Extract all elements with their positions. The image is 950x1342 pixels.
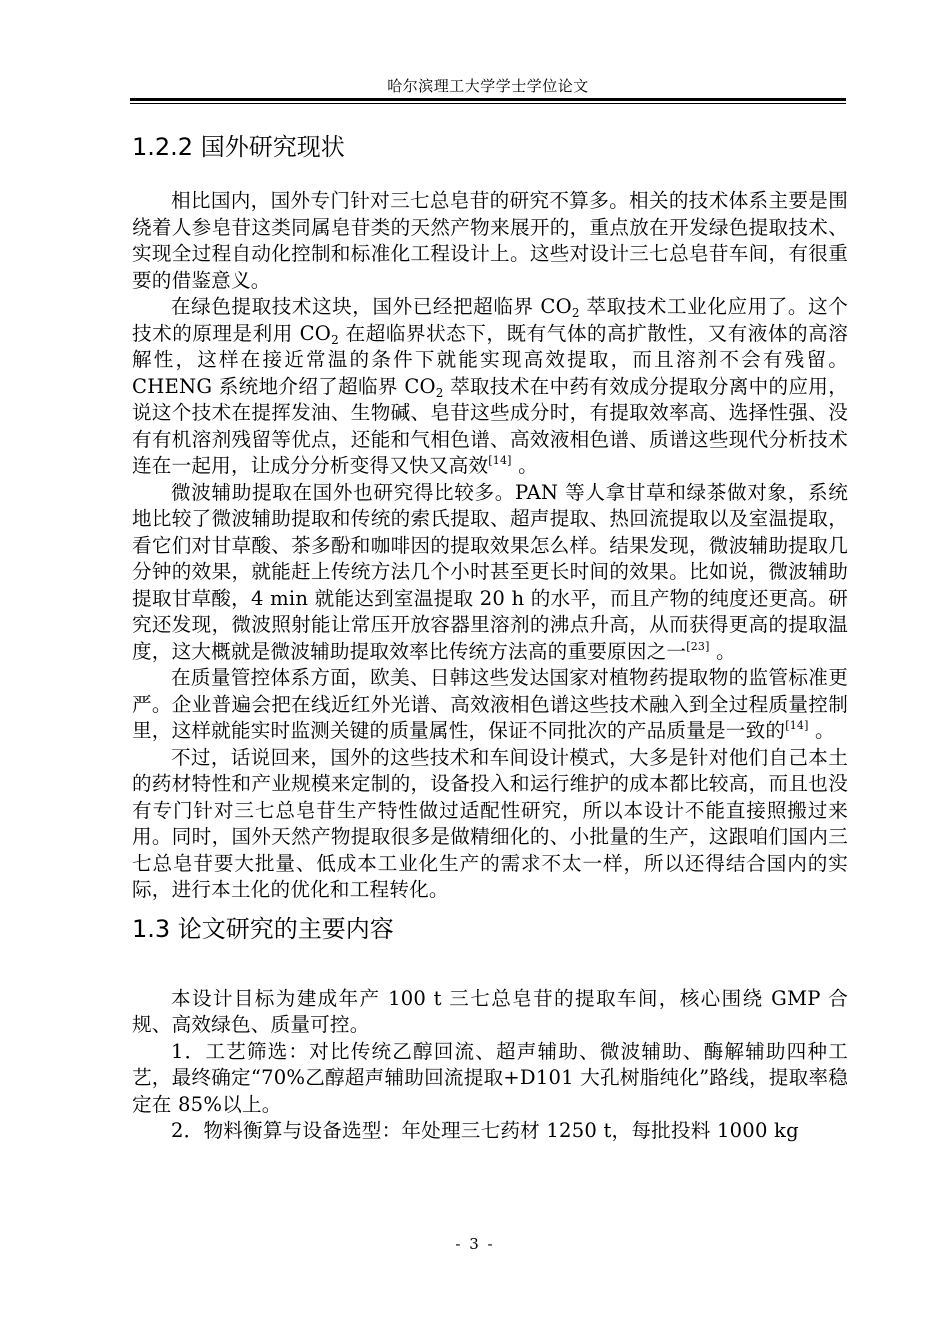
subscript: 2 [571, 306, 580, 320]
text-segment: 在质量管控体系方面，欧美、日韩这些发达国家对植物药提取物的监管标准更严。企业普遍会把在线近红外光谱、高效液相色谱这些技术融入到全过程质量控制里，这样就能实时监测关键的质量属性，保证不同批次的产品质量是一致的 [132, 666, 848, 742]
text-segment: 在超临界状态下，既有气体的高扩散性，又有液体的高溶解性，这样在接近常温的条件下就能实现高效提取，而且溶剂不会有残留。CHENG 系统地介绍了超临界 CO [132, 321, 849, 398]
text-segment: 萃取技术在中药有效成分提取分离中的应用，说这个技术在提挥发油、生物碱、皂苷这些成分时，有提取效率高、选择性强、没有有机溶剂残留等优点，还能和气相色谱、高效液相色谱、质谱这些现代分析技术连在一起用，让成分分析变得又快又高效 [132, 374, 848, 477]
paragraph-localization: 不过，话说回来，国外的这些技术和车间设计模式，大多是针对他们自己本土的药材特性和产业规模来定制的，设备投入和运行维护的成本都比较高，而且也没有专门针对三七总皂苷生产特性做过适配性研究，所以本设计不能直接照搬过来用。同时，国外天然产物提取很多是做精细化的、小批量的生产，这跟咱们国内三七总皂苷要大批量、低成本工业化生产的需求不太一样，所以还得结合国内的实际，进行本土化的优化和工程转化。 [132, 745, 848, 901]
section-heading-1-2-2: 1.2.2 国外研究现状 [132, 133, 345, 161]
text-segment: 。 [511, 454, 538, 477]
text-segment: 萃取技术工业化应用了。这个技术的原理是利用 CO [132, 295, 848, 345]
paragraph-design-goal: 本设计目标为建成年产 100 t 三七总皂苷的提取车间，核心围绕 GMP 合规、高效绿色、质量可控。 [132, 986, 848, 1036]
paragraph-overview: 相比国内，国外专门针对三七总皂苷的研究不算多。相关的技术体系主要是围绕着人参皂苷这类同属皂苷类的天然产物来展开的，重点放在开发绿色提取技术、实现全过程自动化控制和标准化工程设计上。这些对设计三七总皂苷车间，有很重要的借鉴意义。 [132, 189, 848, 292]
text-segment: 微波辅助提取在国外也研究得比较多。PAN 等人拿甘草和绿茶做对象，系统地比较了微波辅助提取和传统的索氏提取、超声提取、热回流提取以及室温提取，看它们对甘草酸、茶多酚和咖啡因的提取效果怎么样。结果发现，微波辅助提取几分钟的效果，就能赶上传统方法几个小时甚至更长时间的效果。比如说，微波辅助提取甘草酸，4 min 就能达到室温提取 20 h 的水平，而且产物的纯度还更高。研究还发现，微波照射能让常压开放容器里溶剂的沸点升高，从而获得更高的提取温度，这大概就是微波辅助提取效率比传统方法高的重要原因之一 [132, 480, 848, 663]
citation-ref: [14] [488, 454, 512, 467]
running-header: 哈尔滨理工大学学士学位论文 [387, 77, 589, 95]
text-segment: 。 [709, 639, 736, 663]
header-rule-thin [130, 103, 846, 104]
citation-ref: [14] [785, 719, 809, 732]
citation-ref: [23] [686, 639, 710, 653]
text-segment: 。 [808, 719, 835, 742]
page-number: - 3 - [455, 1235, 495, 1253]
paragraph-process-selection: 1．工艺筛选：对比传统乙醇回流、超声辅助、微波辅助、酶解辅助四种工艺，最终确定“70%乙醇超声辅助回流提取+D101 大孔树脂纯化”路线，提取率稳定在 85%以上。 [132, 1039, 848, 1116]
section-heading-1-3: 1.3 论文研究的主要内容 [132, 914, 394, 943]
header-rule-thick [130, 98, 846, 101]
paragraph-supercritical-co2 [132, 294, 848, 480]
subscript: 2 [435, 385, 444, 400]
subscript: 2 [331, 332, 339, 347]
paragraph-microwave [132, 480, 848, 666]
text-segment: 在绿色提取技术这块，国外已经把超临界 CO [171, 295, 572, 318]
paragraph-material-balance: 2．物料衡算与设备选型：年处理三七药材 1250 t，每批投料 1000 kg [171, 1119, 799, 1142]
paragraph-quality-control [132, 665, 848, 745]
body-content [132, 130, 848, 1145]
